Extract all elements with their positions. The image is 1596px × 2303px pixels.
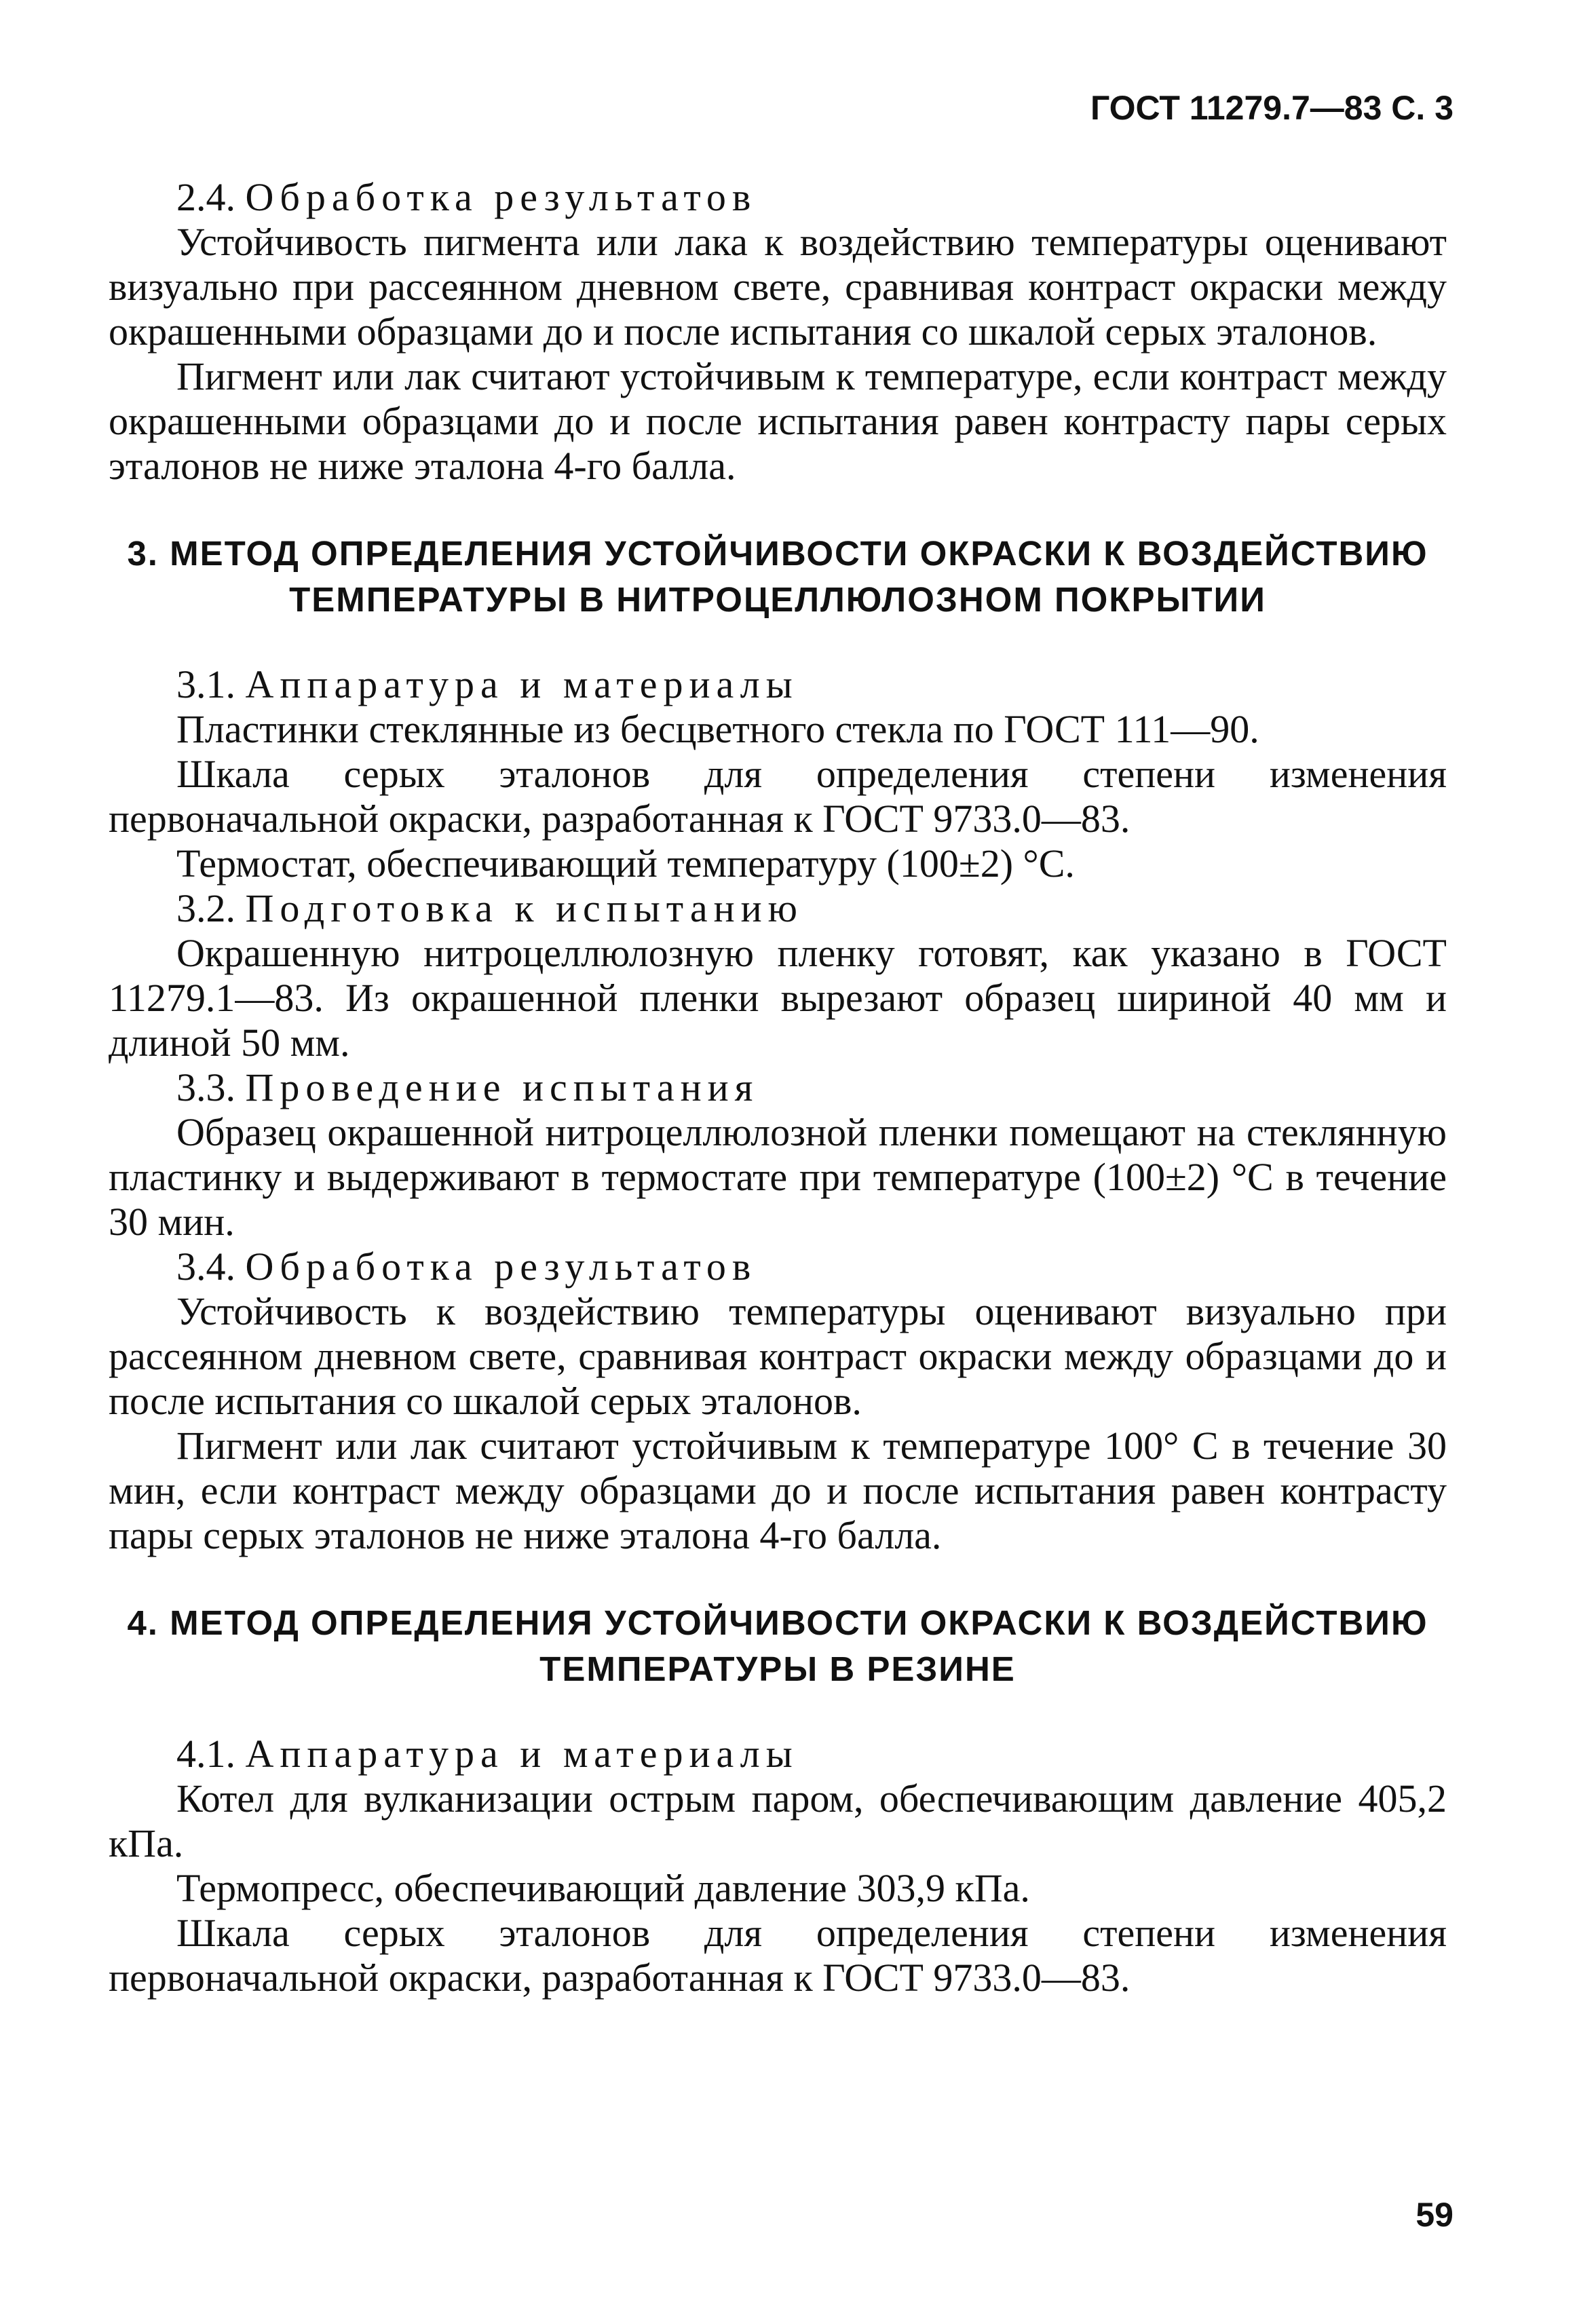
subsection-number: 3.4.	[176, 1244, 235, 1289]
paragraph: Пигмент или лак считают устойчивым к температуре 100° С в течение 30 мин, если контраст между образцами до и после испытания равен контрасту пары серых эталонов не ниже эталона 4-го балла.	[109, 1424, 1447, 1557]
subsection-label: Аппаратура и материалы	[245, 1732, 799, 1776]
subsection-number: 3.1.	[176, 662, 235, 706]
document-body	[109, 75, 1447, 2000]
subsection-label: Обработка результатов	[245, 175, 757, 219]
subsection-title-3-4	[109, 1244, 1447, 1289]
subsection-title-4-1	[109, 1732, 1447, 1776]
paragraph: Устойчивость пигмента или лака к воздействию температуры оценивают визуально при рассеянном дневном свете, сравнивая контраст окраски между окрашенными образцами до и после испытания со шкалой серых эталонов.	[109, 220, 1447, 354]
subsection-label: Обработка результатов	[245, 1244, 757, 1289]
subsection-number: 2.4.	[176, 175, 235, 219]
subsection-label: Подготовка к испытанию	[245, 886, 803, 930]
page-header: ГОСТ 11279.7—83 С. 3	[1090, 89, 1454, 127]
paragraph: Термопресс, обеспечивающий давление 303,9 кПа.	[176, 1866, 1030, 1910]
paragraph: Образец окрашенной нитроцеллюлозной пленки помещают на стеклянную пластинку и выдерживают в термостате при температуре (100±2) °С в течение 30 мин.	[109, 1110, 1447, 1244]
page-number: 59	[1416, 2196, 1454, 2234]
paragraph: Пластинки стеклянные из бесцветного стекла по ГОСТ 111—90.	[176, 707, 1259, 751]
paragraph: Термостат, обеспечивающий температуру (100±2) °С.	[176, 841, 1075, 886]
paragraph: Шкала серых эталонов для определения степени изменения первоначальной окраски, разработанная к ГОСТ 9733.0—83.	[109, 752, 1447, 841]
paragraph: Окрашенную нитроцеллюлозную пленку готовят, как указано в ГОСТ 11279.1—83. Из окрашенной пленки вырезают образец шириной 40 мм и длиной 50 мм.	[109, 931, 1447, 1065]
paragraph: Шкала серых эталонов для определения степени изменения первоначальной окраски, разработанная к ГОСТ 9733.0—83.	[109, 1911, 1447, 2000]
subsection-label: Аппаратура и материалы	[245, 662, 799, 706]
section-heading-4: 4. МЕТОД ОПРЕДЕЛЕНИЯ УСТОЙЧИВОСТИ ОКРАСКИ К ВОЗДЕЙСТВИЮ ТЕМПЕРАТУРЫ В РЕЗИНЕ	[127, 1603, 1428, 1688]
paragraph: Котел для вулканизации острым паром, обеспечивающим давление 405,2 кПа.	[109, 1776, 1447, 1865]
section-heading-3: 3. МЕТОД ОПРЕДЕЛЕНИЯ УСТОЙЧИВОСТИ ОКРАСКИ К ВОЗДЕЙСТВИЮ ТЕМПЕРАТУРЫ В НИТРОЦЕЛЛЮЛОЗНОМ ПОКРЫТИИ	[127, 534, 1428, 619]
paragraph: Пигмент или лак считают устойчивым к температуре, если контраст между окрашенными образцами до и после испытания равен контрасту пары серых эталонов не ниже эталона 4-го балла.	[109, 354, 1447, 488]
subsection-title-3-2	[109, 886, 1447, 931]
subsection-title-2-4	[109, 175, 1447, 220]
subsection-label: Проведение испытания	[245, 1065, 759, 1109]
subsection-number: 4.1.	[176, 1732, 235, 1776]
paragraph: Устойчивость к воздействию температуры оценивают визуально при рассеянном дневном свете, сравнивая контраст окраски между образцами до и после испытания со шкалой серых эталонов.	[109, 1289, 1447, 1423]
subsection-title-3-3	[109, 1065, 1447, 1110]
subsection-number: 3.2.	[176, 886, 235, 930]
subsection-title-3-1	[109, 662, 1447, 707]
subsection-number: 3.3.	[176, 1065, 235, 1109]
